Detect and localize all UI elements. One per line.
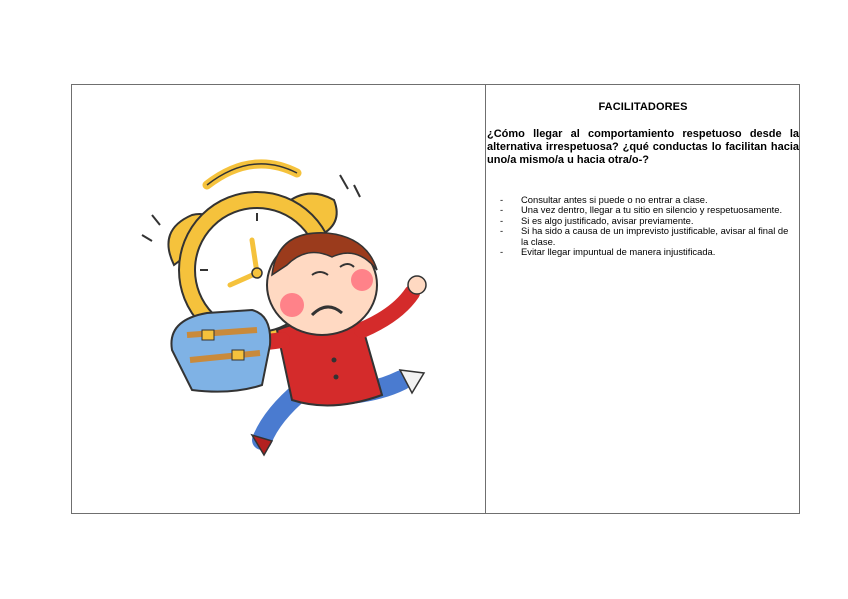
late-boy-illustration xyxy=(112,145,452,475)
list-item-text: Si es algo justificado, avisar previamente. xyxy=(521,214,694,226)
bullet-dash: - xyxy=(500,214,504,226)
bullet-dash: - xyxy=(500,194,504,205)
bullet-dash: - xyxy=(500,204,504,216)
guiding-question: ¿Cómo llegar al comportamiento respetuoso desde la alternativa irrespetuosa? ¿qué conductas lo facilitan hacia uno/a mismo/a u hacia otra/o-? xyxy=(487,128,799,166)
panel-title: FACILITADORES xyxy=(598,101,688,113)
bullet-dash: - xyxy=(500,246,504,258)
list-item-text: Si ha sido a causa de un imprevisto justificable, avisar al final de la clase. xyxy=(521,225,789,247)
cartoon-boy-clock-image xyxy=(112,145,452,475)
list-item-text: Una vez dentro, llegar a tu sitio en silencio y respetuosamente. xyxy=(521,204,783,216)
bullet-dash: - xyxy=(500,225,504,237)
list-item xyxy=(500,247,790,257)
list-item-text: Consultar antes si puede o no entrar a clase. xyxy=(521,194,708,205)
behaviors-list xyxy=(500,195,790,257)
list-item-text: Evitar llegar impuntual de manera injustificada. xyxy=(521,246,716,258)
facilitators-panel xyxy=(486,85,800,513)
list-item xyxy=(500,226,790,247)
facilitators-table xyxy=(71,84,800,514)
